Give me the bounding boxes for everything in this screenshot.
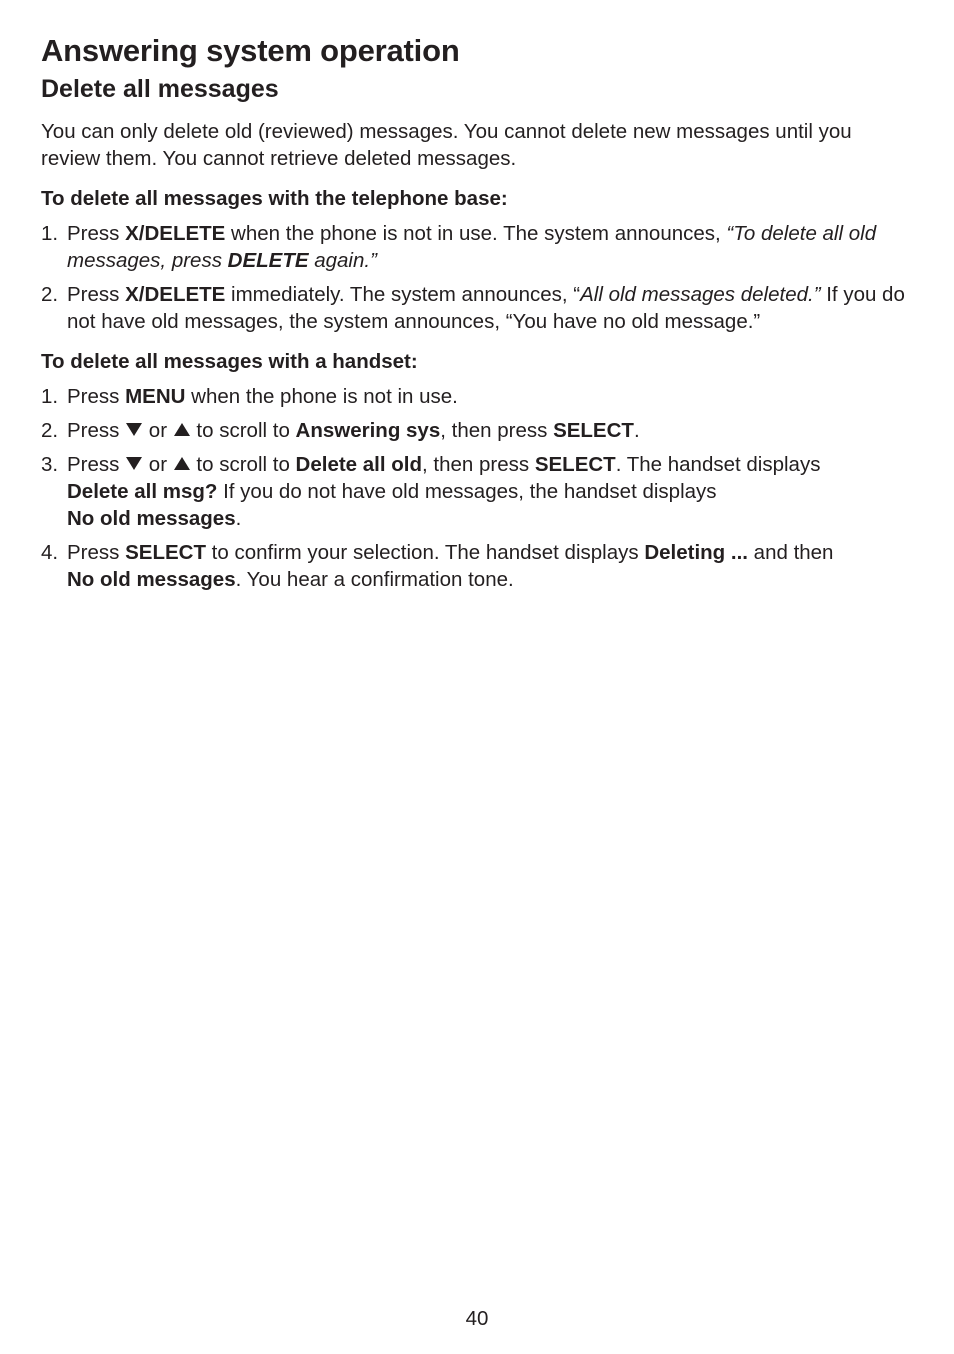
list-item [41, 417, 911, 444]
step-text: or [143, 453, 173, 476]
step-text: , then press [440, 419, 554, 442]
step-number: 4. [41, 541, 59, 564]
step-text: or [143, 419, 173, 442]
list-item [41, 383, 911, 410]
announcement-text: All old messages deleted.” [580, 283, 821, 306]
list-item [41, 281, 911, 335]
step-text: when the phone is not in use. The system announces, [225, 222, 727, 245]
base-steps-list [41, 220, 911, 335]
step-text: . [633, 419, 640, 442]
step-text: to scroll to [190, 453, 296, 476]
step-text: . [235, 507, 242, 530]
key-label: MENU [125, 385, 186, 408]
step-text: Press [67, 385, 126, 408]
step-text: , then press [422, 453, 535, 476]
step-number: 3. [41, 453, 59, 476]
step-text: Press [67, 222, 126, 245]
step-text: . The handset displays [615, 453, 821, 476]
list-item [41, 220, 911, 274]
base-section-heading: To delete all messages with the telephone base: [41, 187, 508, 210]
handset-steps-list [41, 383, 911, 593]
menu-label: Delete all old [295, 453, 423, 476]
step-text: to scroll to [190, 419, 296, 442]
page-title: Answering system operation [41, 33, 460, 68]
step-text: Press [67, 419, 126, 442]
step-text: Press [67, 541, 126, 564]
content [41, 118, 911, 606]
display-text: No old messages [67, 568, 236, 591]
announcement-text: “To delete all old messages, press [67, 222, 877, 272]
key-label: SELECT [553, 419, 634, 442]
step-text: If you do not have old messages, the handset displays [217, 480, 717, 503]
page-number: 40 [465, 1307, 489, 1330]
list-item [41, 539, 911, 593]
display-text: No old messages [67, 507, 236, 530]
handset-section-heading: To delete all messages with a handset: [41, 350, 418, 373]
step-number: 2. [41, 283, 59, 306]
key-label: X/DELETE [125, 283, 226, 306]
up-arrow-icon [174, 423, 190, 436]
step-number: 1. [41, 222, 59, 245]
key-label: SELECT [125, 541, 206, 564]
menu-label: Answering sys [295, 419, 441, 442]
step-text: and then [747, 541, 834, 564]
section-title: Delete all messages [41, 75, 279, 103]
step-text: to confirm your selection. The handset displays [205, 541, 645, 564]
display-text: Deleting ... [644, 541, 748, 564]
down-arrow-icon [126, 423, 142, 436]
down-arrow-icon [126, 457, 142, 470]
key-label: DELETE [227, 249, 309, 272]
key-label: SELECT [534, 453, 616, 476]
step-text: Press [67, 453, 126, 476]
step-text: If you do not have old messages, the system announces, “You have no old message.” [67, 283, 905, 333]
intro-paragraph: You can only delete old (reviewed) messages. You cannot delete new messages until you review them. You cannot retrieve deleted messages. [41, 120, 852, 170]
step-text: immediately. The system announces, “ [225, 283, 581, 306]
up-arrow-icon [174, 457, 190, 470]
display-text: Delete all msg? [67, 480, 218, 503]
step-text: . You hear a confirmation tone. [235, 568, 514, 591]
step-text: Press [67, 283, 126, 306]
key-label: X/DELETE [125, 222, 226, 245]
list-item [41, 451, 911, 532]
step-number: 2. [41, 419, 59, 442]
step-number: 1. [41, 385, 59, 408]
announcement-text: again.” [308, 249, 377, 272]
step-text: when the phone is not in use. [185, 385, 458, 408]
